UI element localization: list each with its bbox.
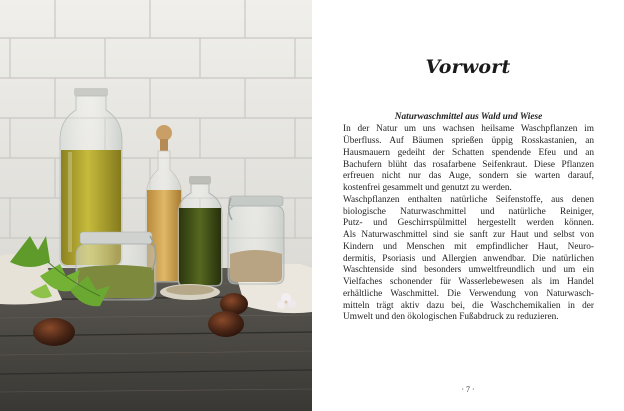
text-line: Vielfaches schonender für Wasserlebewesen als im Handel [343,277,594,287]
chapter-title: Vorwort [425,56,511,78]
text-line: erhältliche Waschmittel. Die Verwendung von Naturwasch- [343,288,594,299]
text-line: Überfluss. Auf Bäumen sprießen üppig Rosskastanien, an [343,136,594,146]
body-text [343,112,594,324]
text-line: kostenfrei gesammelt und genutzt zu werden. [343,183,512,193]
section-subheading: Naturwaschmittel aus Wald und Wiese [394,112,543,122]
text-line: Waschpflanzen enthalten natürliche Seifenstoffe, aus denen [343,194,594,205]
clip-jar-right [228,196,284,284]
text-line: Als Naturwaschmittel sind sie sanft zur Haut und selbst von [343,230,594,240]
text-line: Putz- und Geschirrspülmittel hergestellt werden können. [343,218,594,229]
text-line: In der Natur um uns wachsen heilsame Waschpflanzen im [343,124,594,135]
text-line: mitteln trägt aktiv dazu bei, die Waschchemikalien in der [343,300,594,311]
text-line: Umwelt und den ökologischen Fußabdruck zu reduzieren. [343,312,559,323]
text-line: Hausmauern gedeiht der Schatten spendende Efeu und an [343,147,594,158]
chestnut-3 [208,311,244,337]
text-line: Bachufern blüht das rosafarbene Seifenkraut. Diese Pflanzen [343,159,594,170]
text-page [312,0,624,411]
text-line: dermitis, Psoriasis und Allergien anwendbar. Die natürlichen [343,253,594,264]
text-line: biologische Naturwaschmittel und natürliche Reiniger, [343,206,594,217]
seed-dish [160,284,220,300]
text-line: Kindern und Menschen mit empfindlicher Haut, Neuro- [343,241,594,252]
chestnut-1 [33,318,75,346]
text-line: Waschtenside sind besonders umweltfreundlich und um ein [343,265,594,276]
page-number: · 7 · [461,385,475,394]
text-line: erfreuen nicht nur das Auge, sondern sie warten darauf, [343,171,594,182]
